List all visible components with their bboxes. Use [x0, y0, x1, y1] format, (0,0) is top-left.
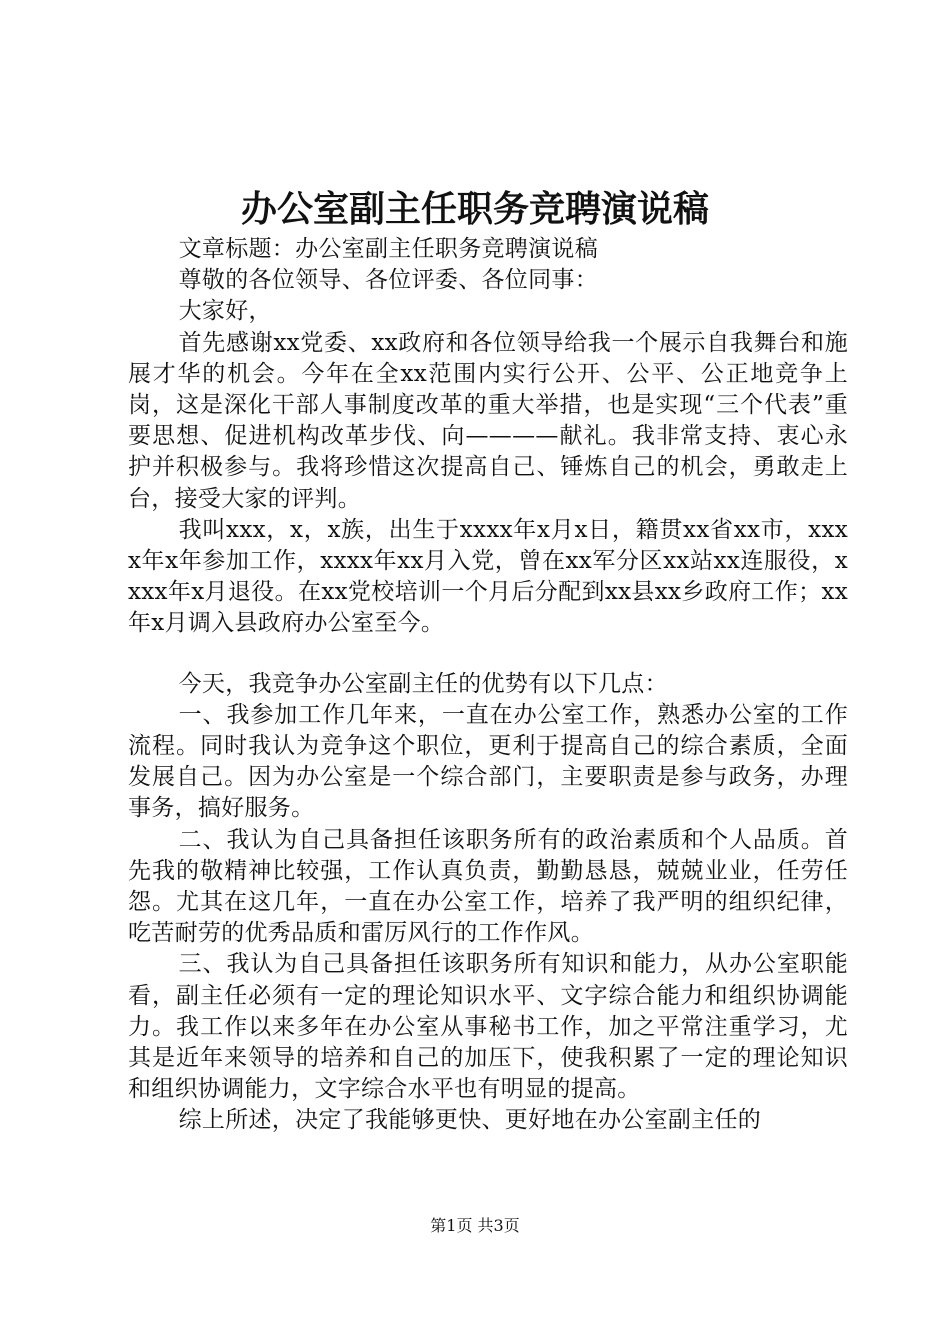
- paragraph-advantage-one: 一、我参加工作几年来，一直在办公室工作，熟悉办公室的工作流程。同时我认为竞争这个职位，更利于提高自己的综合素质，全面发展自己。因为办公室是一个综合部门，主要职责是参与政务，办理事务，搞好服务。: [128, 701, 848, 822]
- document-title: 办公室副主任职务竞聘演说稿: [240, 188, 709, 230]
- paragraph-advantages-intro: 今天，我竞争办公室副主任的优势有以下几点：: [178, 670, 668, 697]
- paragraph-greeting: 大家好，: [178, 298, 272, 325]
- page-number-footer: 第1页 共3页: [430, 1216, 520, 1235]
- paragraph-article-title: 文章标题：办公室副主任职务竞聘演说稿: [178, 236, 598, 262]
- paragraph-opening: 首先感谢xx党委、xx政府和各位领导给我一个展示自我舞台和施展才华的机会。今年在全xx范围内实行公开、公平、公正地竞争上岗，这是深化干部人事制度改革的重大举措，也是实现“三个代表”重要思想、促进机构改革步伐、向————献礼。我非常支持、衷心永护并积极参与。我将珍惜这次提高自己、锤炼自己的机会，勇敢走上台，接受大家的评判。: [128, 329, 848, 512]
- paragraph-advantage-three: 三、我认为自己具备担任该职务所有知识和能力，从办公室职能看，副主任必须有一定的理论知识水平、文字综合能力和组织协调能力。我工作以来多年在办公室从事秘书工作，加之平常注重学习，尤其是近年来领导的培养和自己的加压下，使我积累了一定的理论知识和组织协调能力，文字综合水平也有明显的提高。: [128, 951, 848, 1103]
- paragraph-self-introduction: 我叫xxx，x，x族，出生于xxxx年x月x日，籍贯xx省xx市，xxxx年x年参加工作，xxxx年xx月入党，曾在xx军分区xx站xx连服役，xxxx年x月退役。在xx党校培训一个月后分配到xx县xx乡政府工作；xx年x月调入县政府办公室至今。: [128, 516, 848, 637]
- document-body: [128, 234, 848, 1137]
- paragraph-summary: 综上所述，决定了我能够更快、更好地在办公室副主任的: [178, 1107, 762, 1134]
- paragraph-salutation: 尊敬的各位领导、各位评委、各位同事：: [178, 267, 598, 294]
- paragraph-advantage-two: 二、我认为自己具备担任该职务所有的政治素质和个人品质。首先我的敬精神比较强，工作认真负责，勤勤恳恳，兢兢业业，任劳任怨。尤其在这几年，一直在办公室工作，培养了我严明的组织纪律，吃苦耐劳的优秀品质和雷厉风行的工作作风。: [128, 826, 848, 947]
